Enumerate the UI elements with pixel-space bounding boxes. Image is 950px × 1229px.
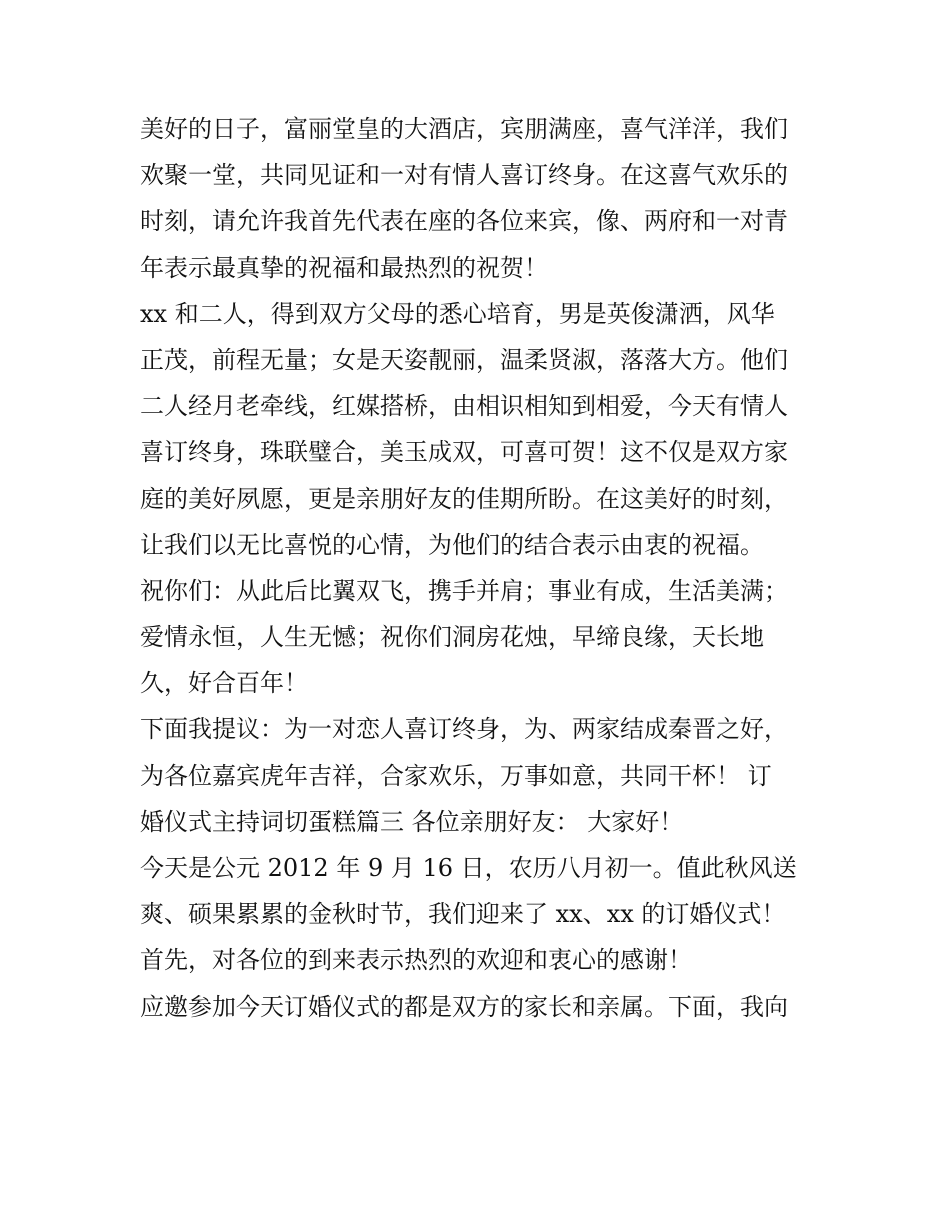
text-line: 二人经月老牵线，红媒搭桥，由相识相知到相爱，今天有情人 (140, 392, 788, 421)
text-line: 今天是公元 2012 年 9 月 16 日，农历八月初一。值此秋风送 (140, 854, 797, 882)
text-line: 庭的美好夙愿，更是亲朋好友的佳期所盼。在这美好的时刻， (140, 484, 788, 513)
text-line: 正茂，前程无量；女是天姿靓丽，温柔贤淑，落落大方。他们 (140, 345, 788, 374)
text-line: 年表示最真挚的祝福和最热烈的祝贺！ (140, 253, 548, 282)
text-line: 下面我提议：为一对恋人喜订终身，为、两家结成秦晋之好， (140, 715, 788, 744)
text-line: 为各位嘉宾虎年吉祥，合家欢乐，万事如意，共同干杯！ 订 (140, 761, 772, 790)
text-line: 爽、硕果累累的金秋时节，我们迎来了 xx、xx 的订婚仪式！ (140, 900, 786, 929)
text-line: xx 和二人，得到双方父母的悉心培育，男是英俊潇洒，风华 (140, 299, 775, 328)
document-body (140, 106, 820, 1030)
text-line: 祝你们：从此后比翼双飞，携手并肩；事业有成，生活美满； (140, 576, 788, 605)
text-line: 应邀参加今天订婚仪式的都是双方的家长和亲属。下面，我向 (140, 992, 788, 1021)
text-line: 婚仪式主持词切蛋糕篇三 各位亲朋好友： 大家好！ (140, 807, 684, 836)
text-line: 爱情永恒，人生无憾；祝你们洞房花烛，早缔良缘，天长地 (140, 623, 764, 652)
text-line: 久，好合百年！ (140, 669, 308, 698)
text-line: 让我们以无比喜悦的心情，为他们的结合表示由衷的祝福。 (140, 530, 764, 559)
text-line: 喜订终身，珠联璧合，美玉成双，可喜可贺！这不仅是双方家 (140, 438, 788, 467)
text-line: 欢聚一堂，共同见证和一对有情人喜订终身。在这喜气欢乐的 (140, 161, 788, 190)
text-line: 时刻，请允许我首先代表在座的各位来宾，像、两府和一对青 (140, 207, 788, 236)
text-line: 首先，对各位的到来表示热烈的欢迎和衷心的感谢！ (140, 946, 692, 975)
text-line: 美好的日子，富丽堂皇的大酒店，宾朋满座，喜气洋洋，我们 (140, 115, 788, 143)
